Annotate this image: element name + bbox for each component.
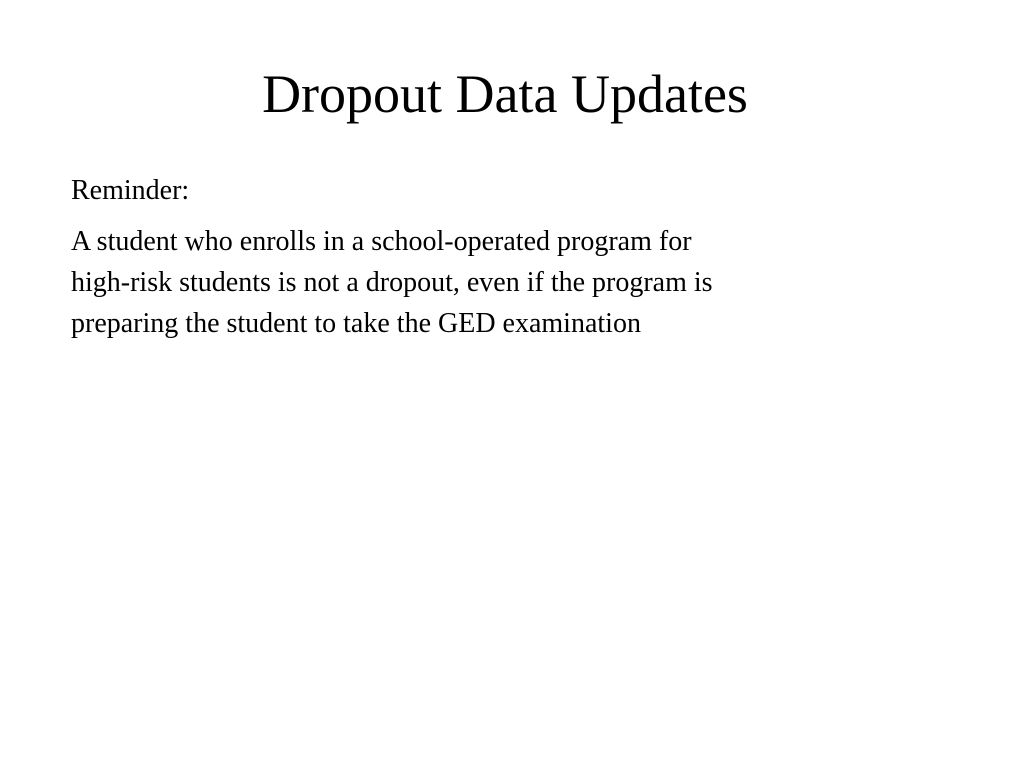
paragraph-line: preparing the student to take the GED examination (71, 308, 641, 339)
slide-body (71, 170, 891, 344)
paragraph-line: A student who enrolls in a school-operated program for (71, 226, 692, 257)
reminder-label: Reminder: (71, 175, 190, 206)
paragraph-line: high-risk students is not a dropout, even if the program is (71, 267, 713, 298)
reminder-paragraph (71, 221, 891, 344)
slide-title: Dropout Data Updates (262, 64, 748, 124)
